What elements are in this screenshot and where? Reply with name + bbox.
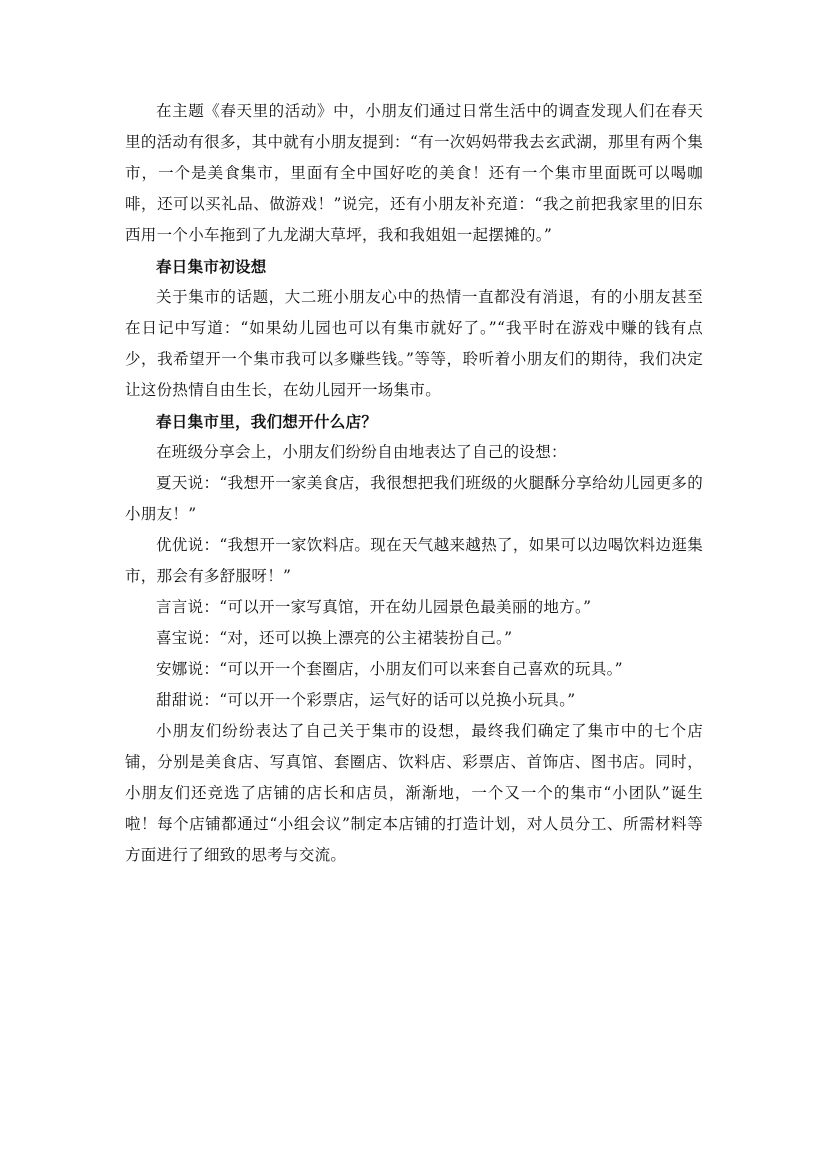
intro-paragraph: 在主题《春天里的活动》中，小朋友们通过日常生活中的调查发现人们在春天里的活动有很多，其中就有小朋友提到：“有一次妈妈带我去玄武湖，那里有两个集市，一个是美食集市，里面有全中国好吃的美食！还有一个集市里面既可以喝咖啡，还可以买礼品、做游戏！”说完，还有小朋友补充道：“我之前把我家里的旧东西用一个小车拖到了九龙湖大草坪，我和我姐姐一起摆摊的。” (125, 102, 703, 244)
document-page (125, 96, 703, 871)
paragraph-market-enthusiasm: 关于集市的话题，大二班小朋友心中的热情一直都没有消退，有的小朋友甚至在日记中写道：“如果幼儿园也可以有集市就好了。”“我平时在游戏中赚的钱有点少，我希望开一个集市我可以多赚些钱。”等等，聆听着小朋友们的期待，我们决定让这份热情自由生长，在幼儿园开一场集市。 (125, 288, 703, 399)
quote-anna: 安娜说：“可以开一个套圈店，小朋友们可以来套自己喜欢的玩具。” (156, 660, 623, 678)
section-heading-initial-idea: 春日集市初设想 (156, 257, 267, 276)
quote-xibao: 喜宝说：“对，还可以换上漂亮的公主裙装扮自己。” (156, 629, 513, 647)
paragraph-sharing-session: 在班级分享会上，小朋友们纷纷自由地表达了自己的设想： (156, 443, 567, 461)
quote-xiatian: 夏天说：“我想开一家美食店，我很想把我们班级的火腿酥分享给幼儿园更多的小朋友！” (125, 474, 703, 523)
section-heading-shops: 春日集市里，我们想开什么店？ (156, 412, 378, 431)
quote-tiantian: 甜甜说：“可以开一个彩票店，运气好的话可以兑换小玩具。” (156, 691, 576, 709)
quote-youyou: 优优说：“我想开一家饮料店。现在天气越来越热了，如果可以边喝饮料边逛集市，那会有多舒服呀！” (125, 536, 703, 585)
quote-yanyan: 言言说：“可以开一家写真馆，开在幼儿园景色最美丽的地方。” (156, 598, 592, 616)
paragraph-shop-decision: 小朋友们纷纷表达了自己关于集市的设想，最终我们确定了集市中的七个店铺，分别是美食店、写真馆、套圈店、饮料店、彩票店、首饰店、图书店。同时，小朋友们还竞选了店铺的店长和店员，渐渐地，一个又一个的集市“小团队”诞生啦！每个店铺都通过“小组会议”制定本店铺的打造计划，对人员分工、所需材料等方面进行了细致的思考与交流。 (125, 722, 703, 864)
